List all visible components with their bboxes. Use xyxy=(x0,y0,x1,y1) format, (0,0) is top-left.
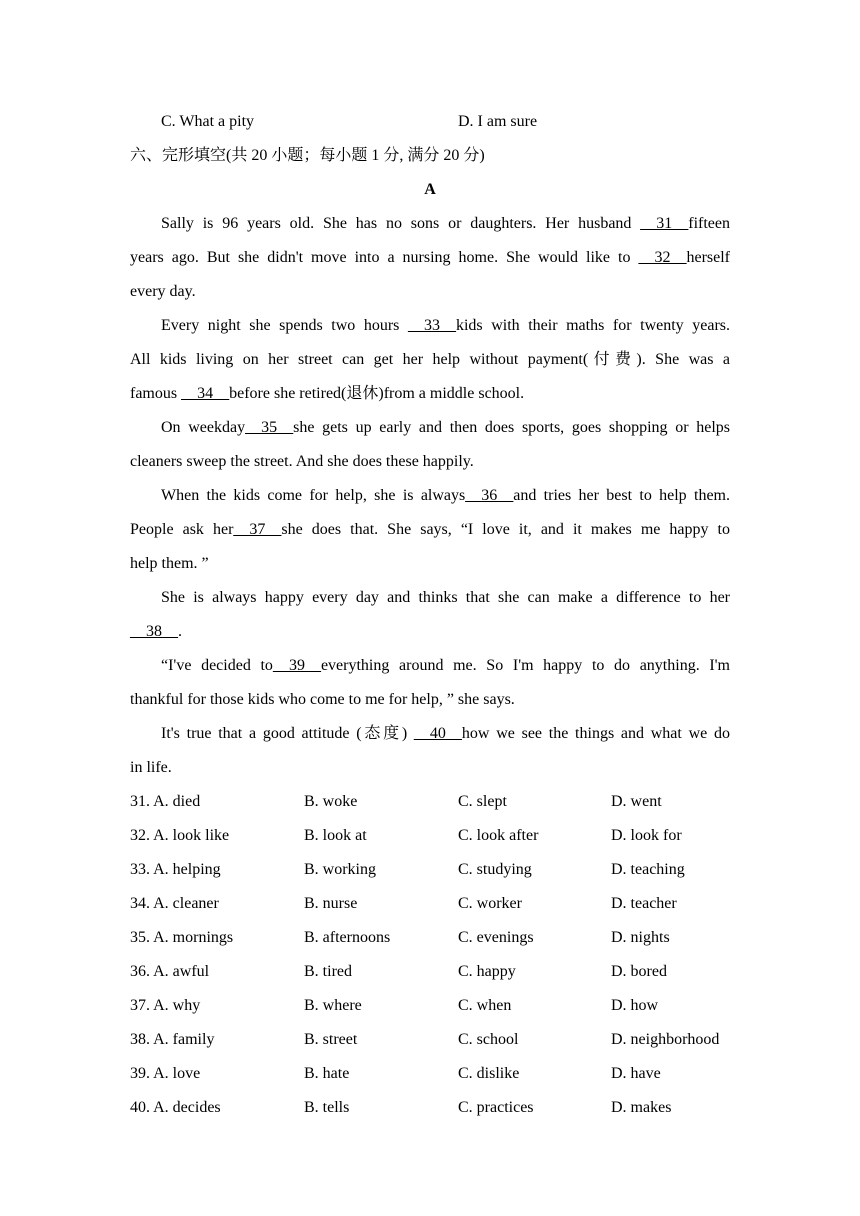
passage-line: “I've decided to__39__everything around me. So I'm happy to do anything. I'm xyxy=(161,657,731,674)
passage-line: famous __34__before she retired(退休)from a middle school. xyxy=(130,385,525,402)
option-31-b: B. woke xyxy=(304,793,358,810)
option-36-b: B. tired xyxy=(304,963,352,980)
blank-36: __36__ xyxy=(465,487,514,504)
passage-line: thankful for those kids who come to me for help, ” she says. xyxy=(130,691,515,708)
option-37-c: C. when xyxy=(458,997,512,1014)
option-32-d: D. look for xyxy=(611,827,682,844)
option-34-b: B. nurse xyxy=(304,895,358,912)
option-33-d: D. teaching xyxy=(611,861,685,878)
passage-line: every day. xyxy=(130,283,196,300)
option-40-d: D. makes xyxy=(611,1099,672,1116)
option-36-d: D. bored xyxy=(611,963,667,980)
passage-line: It's true that a good attitude (态度) __40__how we see the things and what we do xyxy=(161,725,730,742)
blank-31: __31__ xyxy=(640,215,689,232)
option-32-c: C. look after xyxy=(458,827,539,844)
option-38-d: D. neighborhood xyxy=(611,1031,720,1048)
option-37-d: D. how xyxy=(611,997,659,1014)
option-37-b: B. where xyxy=(304,997,362,1014)
blank-40: __40__ xyxy=(413,725,462,742)
passage-line: __38__. xyxy=(130,623,182,640)
option-39-a: 39. A. love xyxy=(130,1065,201,1082)
option-36-c: C. happy xyxy=(458,963,516,980)
option-36-a: 36. A. awful xyxy=(130,963,210,980)
option-35-b: B. afternoons xyxy=(304,929,391,946)
option-39-b: B. hate xyxy=(304,1065,350,1082)
option-40-a: 40. A. decides xyxy=(130,1099,221,1116)
option-35-a: 35. A. mornings xyxy=(130,929,234,946)
option-31-a: 31. A. died xyxy=(130,793,201,810)
option-31-d: D. went xyxy=(611,793,662,810)
passage-line: When the kids come for help, she is always__36__and tries her best to help them. xyxy=(161,487,730,504)
passage-line: help them. ” xyxy=(130,555,209,572)
blank-38: __38__ xyxy=(130,623,178,640)
blank-32: __32__ xyxy=(638,249,687,266)
option-34-c: C. worker xyxy=(458,895,522,912)
option-40-b: B. tells xyxy=(304,1099,350,1116)
blank-39: __39__ xyxy=(272,657,321,674)
option-33-a: 33. A. helping xyxy=(130,861,221,878)
blank-34: __34__ xyxy=(181,385,230,402)
option-38-b: B. street xyxy=(304,1031,358,1048)
option-31-c: C. slept xyxy=(458,793,507,810)
passage-line: cleaners sweep the street. And she does these happily. xyxy=(130,453,474,470)
blank-33: __33__ xyxy=(407,317,456,334)
passage-line: People ask her__37__she does that. She says, “I love it, and it makes me happy to xyxy=(130,521,731,538)
passage-line: She is always happy every day and thinks that she can make a difference to her xyxy=(161,589,730,606)
option-33-c: C. studying xyxy=(458,861,532,878)
blank-37: __37__ xyxy=(233,521,282,538)
blank-35: __35__ xyxy=(245,419,294,436)
passage-line: in life. xyxy=(130,759,172,776)
passage-label: A xyxy=(424,181,436,198)
option-37-a: 37. A. why xyxy=(130,997,201,1014)
section-heading: 六、完形填空(共 20 小题；每小题 1 分, 满分 20 分) xyxy=(130,147,485,164)
option-33-b: B. working xyxy=(304,861,376,878)
option-32-b: B. look at xyxy=(304,827,367,844)
option-34-d: D. teacher xyxy=(611,895,677,912)
option-38-a: 38. A. family xyxy=(130,1031,215,1048)
option-34-a: 34. A. cleaner xyxy=(130,895,219,912)
passage-line: years ago. But she didn't move into a nursing home. She would like to __32__herself xyxy=(130,249,730,266)
passage-line: On weekday__35__she gets up early and then does sports, goes shopping or helps xyxy=(161,419,730,436)
passage-line: All kids living on her street can get her help without payment(付费). She was a xyxy=(130,351,730,368)
prev-option-d: D. I am sure xyxy=(458,113,538,130)
option-39-c: C. dislike xyxy=(458,1065,520,1082)
option-39-d: D. have xyxy=(611,1065,661,1082)
option-40-c: C. practices xyxy=(458,1099,534,1116)
option-32-a: 32. A. look like xyxy=(130,827,230,844)
passage-line: Every night she spends two hours __33__kids with their maths for twenty years. xyxy=(161,317,730,334)
prev-option-c: C. What a pity xyxy=(161,113,255,130)
passage-line: Sally is 96 years old. She has no sons or daughters. Her husband __31__fifteen xyxy=(161,215,730,232)
option-35-d: D. nights xyxy=(611,929,670,946)
option-35-c: C. evenings xyxy=(458,929,534,946)
option-38-c: C. school xyxy=(458,1031,519,1048)
